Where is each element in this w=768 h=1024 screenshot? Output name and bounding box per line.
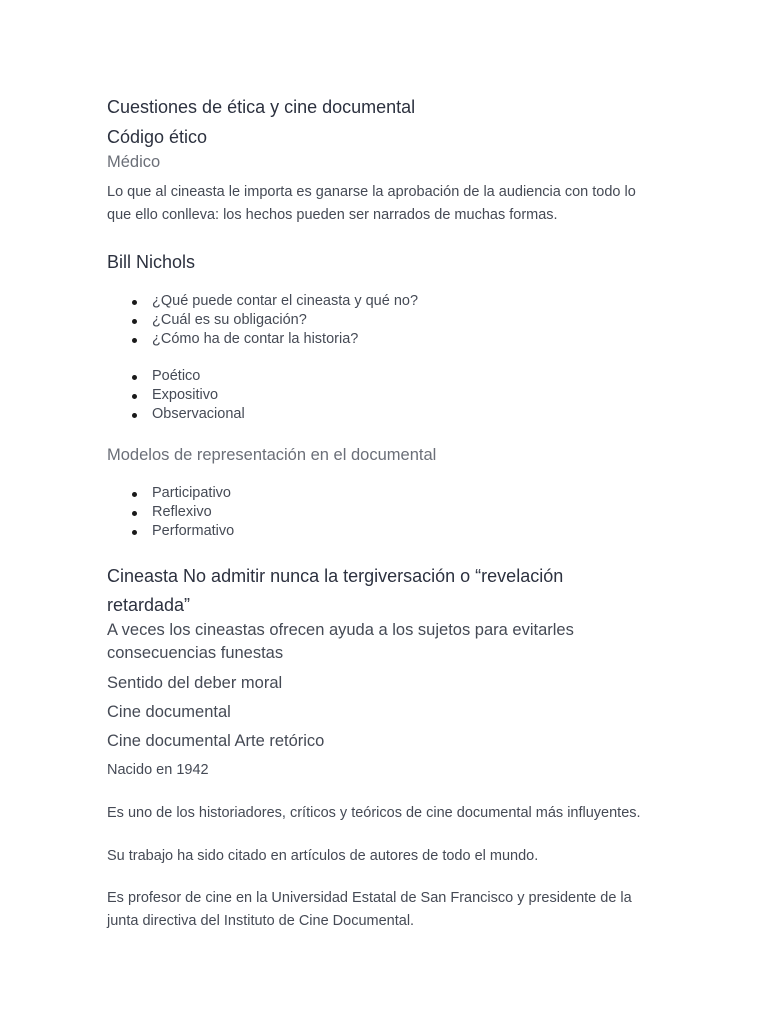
document-title: Cuestiones de ética y cine documental (107, 97, 416, 117)
text-es-uno: Es uno de los historiadores, críticos y teóricos de cine documental más influyentes. (107, 805, 641, 821)
heading-bill-nichols: Bill Nichols (107, 252, 196, 272)
list-item: ¿Cuál es su obligación? (107, 311, 418, 330)
list-item: Participativo (107, 484, 234, 503)
intro-line-1: Lo que al cineasta le importa es ganarse la aprobación de la audiencia con todo lo (107, 184, 636, 200)
list-item: Performativo (107, 522, 234, 541)
bullet-icon (132, 375, 137, 380)
intro-paragraph (107, 181, 636, 227)
bullet-icon (132, 319, 137, 324)
modes-list-a (107, 367, 245, 424)
list-item: Observacional (107, 405, 245, 424)
list-item: ¿Qué puede contar el cineasta y qué no? (107, 292, 418, 311)
bullet-icon (132, 413, 137, 418)
heading-modelos: Modelos de representación en el documental (107, 446, 437, 464)
bullet-icon (132, 338, 137, 343)
intro-line-2: que ello conlleva: los hechos pueden ser narrados de muchas formas. (107, 207, 558, 223)
profesor-line-2: junta directiva del Instituto de Cine Documental. (107, 913, 415, 929)
bullet-icon (132, 394, 137, 399)
aveces-line-2: consecuencias funestas (107, 644, 284, 662)
bullet-icon (132, 530, 137, 535)
modes-list-b (107, 484, 234, 541)
questions-list (107, 292, 418, 349)
text-nacido: Nacido en 1942 (107, 762, 209, 778)
bullet-icon (132, 300, 137, 305)
list-item: Poético (107, 367, 245, 386)
heading-cineasta-line-1: Cineasta No admitir nunca la tergiversación o “revelación (107, 566, 564, 586)
subheading-medico: Médico (107, 153, 161, 171)
list-item: Expositivo (107, 386, 245, 405)
aveces-line-1: A veces los cineastas ofrecen ayuda a los sujetos para evitarles (107, 621, 574, 639)
text-sentido: Sentido del deber moral (107, 674, 283, 692)
heading-cineasta (107, 562, 563, 620)
aveces-paragraph (107, 619, 574, 665)
text-cine-documental-arte: Cine documental Arte retórico (107, 732, 325, 750)
profesor-paragraph (107, 887, 632, 933)
bullet-icon (132, 511, 137, 516)
text-su-trabajo: Su trabajo ha sido citado en artículos de autores de todo el mundo. (107, 848, 539, 864)
list-item: Reflexivo (107, 503, 234, 522)
bullet-icon (132, 492, 137, 497)
list-item: ¿Cómo ha de contar la historia? (107, 330, 418, 349)
heading-cineasta-line-2: retardada” (107, 595, 191, 615)
text-cine-documental: Cine documental (107, 703, 231, 721)
heading-codigo-etico: Código ético (107, 127, 208, 147)
profesor-line-1: Es profesor de cine en la Universidad Estatal de San Francisco y presidente de la (107, 890, 632, 906)
